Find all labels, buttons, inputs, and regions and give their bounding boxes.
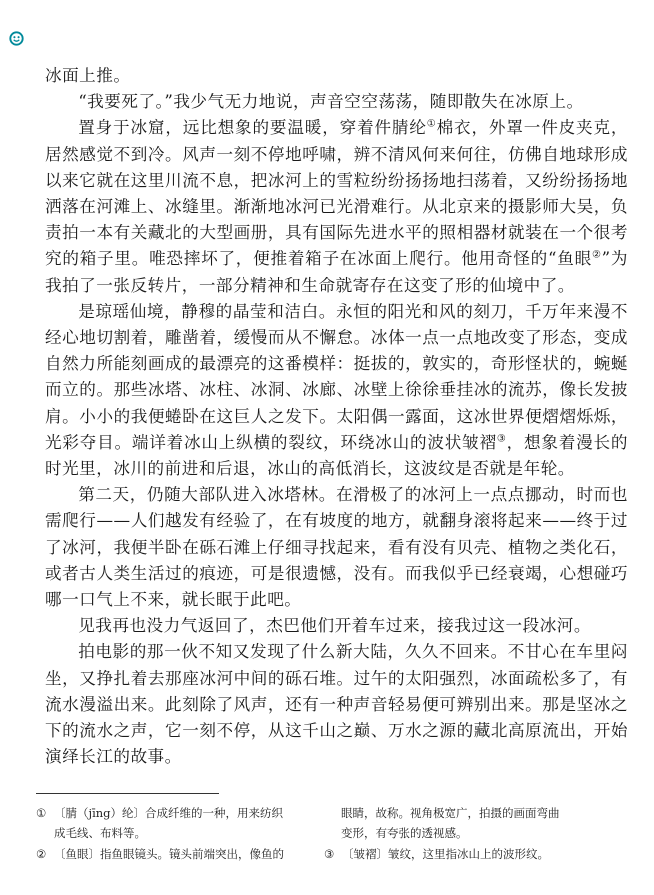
footnote-text: 〔鱼眼〕指鱼眼镜头。镜头前端突出，像鱼的	[54, 847, 284, 861]
footnote-number: ①	[36, 806, 47, 820]
paragraph-text: 拍电影的那一伙不知又发现了什么新大陆，久久不回来。不甘心在车里闷坐，又挣扎着去那座冰河中间的砾石堆。过午的太阳强烈，冰面疏松多了，有流水漫溢出来。此刻除了风声，还有一种声音轻易便可辨别出来。那是坚冰之下的流水之声，它一刻不停，从这千山之巅、万水之源的藏北高原流出，开始演绎长江的故事。	[45, 642, 628, 767]
footnote-3	[324, 844, 626, 864]
footnote-ref: ②	[591, 249, 602, 261]
footnote-ref: ①	[426, 118, 437, 130]
footnote-text: 成毛线、布料等。	[54, 826, 146, 840]
paragraph-text: “我要死了。”我少气无力地说，声音空空荡荡，随即散失在冰原上。	[78, 92, 584, 112]
footnote-2-continued	[341, 803, 626, 843]
paragraph	[45, 639, 628, 770]
paragraph-text: 见我再也没力气返回了，杰巴他们开着车过来，接我过这一段冰河。	[78, 616, 591, 636]
footnote-text: 变形，有夸张的透视感。	[341, 826, 468, 840]
footnote-1	[36, 803, 336, 843]
paragraph	[45, 299, 628, 482]
body-text	[45, 63, 628, 770]
footnote-divider	[36, 793, 219, 794]
paragraph-text: 冰面上推。	[45, 66, 131, 85]
paragraph-text: 第二天，仍随大部队进入冰塔林。在滑极了的冰河上一点点挪动，时而也需爬行——人们越发有经验了，在有坡度的地方，就翻身滚将起来——终于过了冰河，我便半卧在砾石滩上仔细寻找起来，看有没有贝壳、植物之类化石，或者古人类生活过的痕迹，可是很遗憾，没有。而我似乎已经衰竭，心想碰巧哪一口气上不来，就长眠于此吧。	[45, 485, 628, 610]
paragraph	[45, 63, 628, 89]
paragraph	[45, 89, 628, 115]
paragraph-text: ，想象着漫长的时光里，冰川的前进和后退，冰山的高低消长，这波纹是否就是年轮。	[45, 432, 629, 479]
paragraph	[45, 115, 628, 298]
footnote-text: 眼睛，故称。视角极宽广，拍摄的画面弯曲	[341, 806, 560, 820]
smiley-icon	[9, 31, 24, 46]
paragraph	[45, 613, 628, 639]
footnote-number: ③	[324, 847, 335, 861]
paragraph-text: 棉衣，外罩一件皮夹克，居然感觉不到冷。风声一刻不停地呼啸，辨不清风何来何往，仿佛自地球形成以来它就在这里川流不息，把冰河上的雪粒纷纷扬扬地扫荡着，又纷纷扬扬地洒落在河滩上、冰缝里。渐渐地冰河已光滑难行。从北京来的摄影师大吴，负责拍一本有关藏北的大型画册，具有国际先进水平的照相器材就装在一个很考究的箱子里。唯恐摔坏了，便推着箱子在冰面上爬行。他用奇怪的“鱼眼	[45, 118, 629, 269]
paragraph	[45, 482, 628, 613]
footnote-2	[36, 844, 336, 864]
footnote-ref: ③	[496, 433, 507, 445]
footnote-text: 〔腈（jīng）纶〕合成纤维的一种，用来纺织	[54, 806, 284, 820]
paragraph-text: 置身于冰窟，远比想象的要温暖，穿着件腈纶	[78, 118, 427, 138]
paragraph-text: ”为我拍了一张反转片，一部分精神和生命就寄存在这变了形的仙境中了。	[45, 249, 629, 295]
footnote-text: 〔皱褶〕皱纹，这里指冰山上的波形纹。	[342, 847, 549, 861]
paragraph-text: 是琼瑶仙境，静穆的晶莹和洁白。永恒的阳光和风的刻刀，千万年来漫不经心地切割着，雕凿着，缓慢而从不懈怠。冰体一点一点地改变了形态，变成自然力所能刻画成的最漂亮的这番模样：挺拔的，敦实的，奇形怪状的，蜿蜒而立的。那些冰塔、冰柱、冰洞、冰廊、冰壁上徐徐垂挂冰的流苏，像长发披肩。小小的我便蜷卧在这巨人之发下。太阳偶一露面，这冰世界便熠熠烁烁，光彩夺目。端详着冰山上纵横的裂纹，环绕冰山的波状皱褶	[45, 301, 628, 452]
footnote-number: ②	[36, 847, 47, 861]
